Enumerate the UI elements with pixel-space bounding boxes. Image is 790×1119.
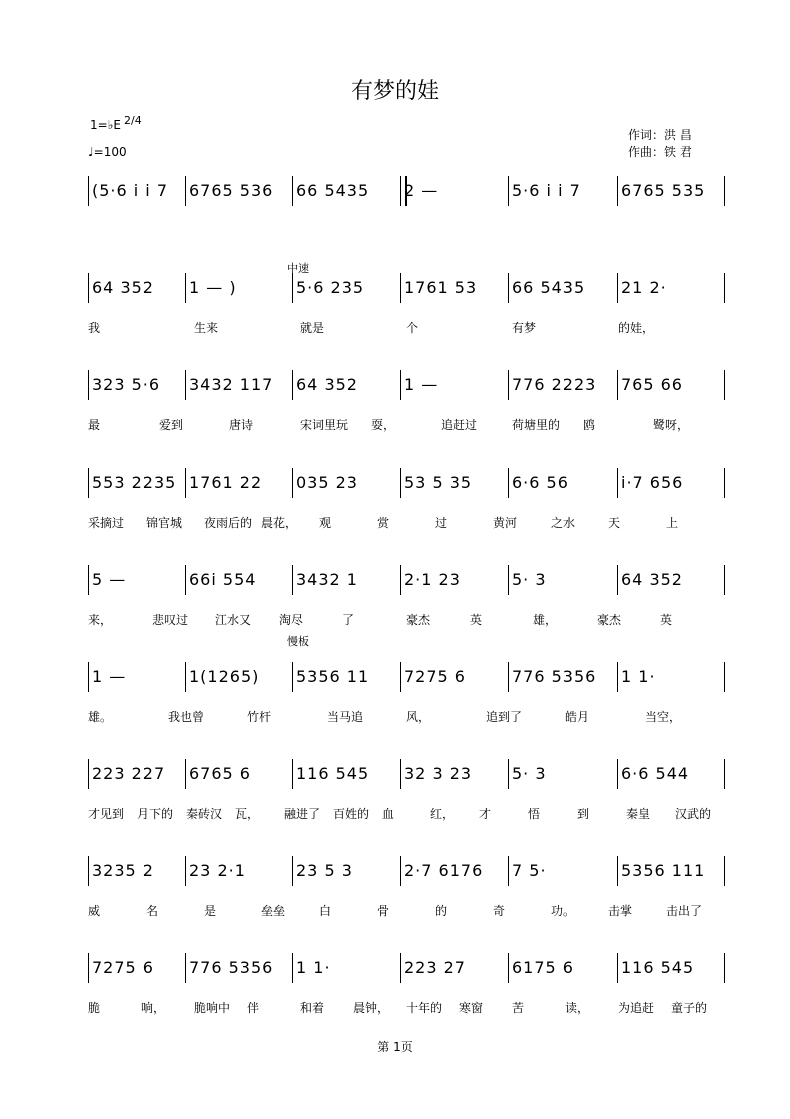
measure: 553 2235	[92, 473, 177, 492]
lyric: 当空，	[645, 710, 682, 724]
lyric: 功。	[551, 904, 576, 918]
lyric: 奇	[493, 904, 506, 918]
barline	[292, 468, 293, 498]
score-row	[0, 856, 790, 936]
lyric: 晨花，	[261, 516, 298, 530]
lyric: 瓦，	[235, 807, 260, 821]
barline	[185, 953, 186, 983]
lyric: 个	[406, 321, 419, 335]
measure: 64 352	[296, 375, 358, 394]
measure: 6765 536	[189, 181, 274, 200]
page-number: 第 1页	[377, 1040, 413, 1054]
lyric: 锦官城	[146, 516, 183, 530]
barline	[724, 953, 725, 983]
lyric: 江水又	[215, 613, 252, 627]
lyric: 耍，	[371, 418, 396, 432]
measure: 1 —	[404, 375, 439, 394]
lyric: 读，	[565, 1001, 590, 1015]
lyric: 赏	[377, 516, 390, 530]
score-row	[0, 273, 790, 353]
measure: 21 2·	[621, 278, 667, 297]
measure: 66i 554	[189, 570, 257, 589]
lyric: 苦	[512, 1001, 525, 1015]
measure: 776 5356	[189, 958, 274, 977]
score-row	[0, 370, 790, 450]
lyric: 悲叹过	[152, 613, 189, 627]
lyric: 为追赶	[618, 1001, 655, 1015]
measure: 5· 3	[512, 764, 547, 783]
lyric: 英	[470, 613, 483, 627]
lyric: 我也曾	[168, 710, 205, 724]
measure: 3432 117	[189, 375, 274, 394]
barline	[724, 565, 725, 595]
measure: 2·7 6176	[404, 861, 484, 880]
lyric: 雄。	[88, 710, 113, 724]
lyric: 血	[382, 807, 395, 821]
lyric: 黄河	[493, 516, 518, 530]
lyric: 是	[204, 904, 217, 918]
score-row	[0, 759, 790, 839]
lyric: 名	[146, 904, 159, 918]
lyric: 威	[88, 904, 101, 918]
barline	[724, 856, 725, 886]
lyric: 唐诗	[229, 418, 254, 432]
measure: 7275 6	[92, 958, 154, 977]
score-row	[0, 176, 790, 256]
barline	[400, 273, 401, 303]
lyric: 我	[88, 321, 101, 335]
lyricist: 作词：洪 昌	[628, 128, 692, 142]
lyric: 采摘过	[88, 516, 125, 530]
barline	[292, 273, 293, 303]
lyric: 夜雨后的	[204, 516, 253, 530]
barline	[617, 759, 618, 789]
barline	[508, 565, 509, 595]
barline	[508, 273, 509, 303]
lyric: 天	[608, 516, 621, 530]
measure: 5356 11	[296, 667, 370, 686]
barline	[292, 662, 293, 692]
measure: 765 66	[621, 375, 683, 394]
lyric: 融进了	[284, 807, 321, 821]
barline	[617, 565, 618, 595]
barline	[185, 856, 186, 886]
lyric: 之水	[551, 516, 576, 530]
measure: 2·1 23	[404, 570, 461, 589]
barline	[292, 759, 293, 789]
lyric: 的	[435, 904, 448, 918]
measure: 2 —	[404, 181, 439, 200]
barline	[508, 662, 509, 692]
barline	[400, 468, 401, 498]
barline	[88, 468, 89, 498]
lyric: 响，	[141, 1001, 166, 1015]
lyric: 追到了	[486, 710, 523, 724]
measure: 5 —	[92, 570, 127, 589]
measure: 32 3 23	[404, 764, 473, 783]
tempo-change-zhongsu: 中速	[287, 262, 309, 275]
barline	[88, 273, 89, 303]
score-row	[0, 468, 790, 548]
lyric: 骨	[377, 904, 390, 918]
barline	[88, 953, 89, 983]
measure: (5·6 i i 7	[92, 181, 169, 200]
lyric: 伴	[247, 1001, 260, 1015]
tempo-mark: ♩=100	[88, 145, 127, 159]
lyric: 皓月	[565, 710, 590, 724]
measure: 7275 6	[404, 667, 466, 686]
measure: 223 27	[404, 958, 466, 977]
lyric: 英	[660, 613, 673, 627]
barline	[508, 176, 509, 206]
time-signature: 2/4	[124, 114, 142, 127]
lyric: 秦皇	[626, 807, 651, 821]
lyric: 鸥	[583, 418, 596, 432]
measure: 1 1·	[296, 958, 331, 977]
lyric: 淘尽	[279, 613, 304, 627]
barline	[292, 565, 293, 595]
lyric: 豪杰	[597, 613, 622, 627]
barline	[400, 759, 401, 789]
measure: 5356 111	[621, 861, 706, 880]
lyric: 追赶过	[441, 418, 478, 432]
measure: 1761 53	[404, 278, 478, 297]
barline	[185, 468, 186, 498]
barline	[508, 468, 509, 498]
barline	[617, 273, 618, 303]
measure: 5·6 i i 7	[512, 181, 581, 200]
measure: 035 23	[296, 473, 358, 492]
barline	[88, 856, 89, 886]
barline	[292, 856, 293, 886]
barline	[185, 370, 186, 400]
lyric: 观	[319, 516, 332, 530]
measure: 116 545	[296, 764, 370, 783]
measure: 64 352	[92, 278, 154, 297]
measure: 6·6 544	[621, 764, 690, 783]
lyric: 鹭呀，	[653, 418, 690, 432]
barline	[724, 662, 725, 692]
lyric: 和着	[300, 1001, 325, 1015]
measure: 1 1·	[621, 667, 656, 686]
barline	[400, 856, 401, 886]
measure: 1 —	[92, 667, 127, 686]
measure: 23 5 3	[296, 861, 353, 880]
barline	[185, 273, 186, 303]
barline	[185, 565, 186, 595]
barline	[724, 759, 725, 789]
measure: 64 352	[621, 570, 683, 589]
score-row	[0, 662, 790, 742]
barline	[88, 176, 89, 206]
lyric: 月下的	[137, 807, 174, 821]
tempo-change-manban: 慢板	[287, 635, 309, 648]
barline	[617, 176, 618, 206]
lyric: 击出了	[666, 904, 703, 918]
barline	[185, 662, 186, 692]
measure: 3432 1	[296, 570, 358, 589]
lyric: 就是	[300, 321, 325, 335]
lyric: 过	[435, 516, 448, 530]
score-row	[0, 565, 790, 645]
measure: 7 5·	[512, 861, 547, 880]
lyric: 荷塘里的	[512, 418, 561, 432]
lyric: 垒垒	[261, 904, 286, 918]
song-title: 有梦的娃	[350, 79, 439, 104]
barline	[292, 953, 293, 983]
barline	[508, 856, 509, 886]
lyric: 豪杰	[406, 613, 431, 627]
measure: 53 5 35	[404, 473, 473, 492]
measure: i·7 656	[621, 473, 684, 492]
key-signature: 1=♭E	[90, 118, 121, 132]
barline	[617, 953, 618, 983]
lyric: 上	[666, 516, 679, 530]
measure: 66 5435	[296, 181, 370, 200]
lyric: 击掌	[608, 904, 633, 918]
composer: 作曲：铁 君	[628, 145, 692, 159]
lyric: 才见到	[88, 807, 125, 821]
barline	[88, 370, 89, 400]
barline	[185, 759, 186, 789]
barline	[88, 759, 89, 789]
credits	[628, 127, 692, 161]
measure: 776 2223	[512, 375, 597, 394]
barline	[88, 662, 89, 692]
barline	[724, 370, 725, 400]
lyric: 红，	[430, 807, 455, 821]
barline	[724, 468, 725, 498]
lyric: 汉武的	[675, 807, 712, 821]
measure: 323 5·6	[92, 375, 161, 394]
lyric: 晨钟，	[353, 1001, 390, 1015]
measure: 6·6 56	[512, 473, 569, 492]
barline	[724, 176, 725, 206]
lyric: 脆响中	[194, 1001, 231, 1015]
lyric: 童子的	[671, 1001, 708, 1015]
measure: 1(1265)	[189, 667, 260, 686]
lyric: 爱到	[159, 418, 184, 432]
barline	[400, 565, 401, 595]
barline	[292, 370, 293, 400]
lyric: 脆	[88, 1001, 101, 1015]
barline	[617, 662, 618, 692]
lyric: 到	[577, 807, 590, 821]
lyric: 宋词里玩	[300, 418, 349, 432]
lyric: 白	[319, 904, 332, 918]
measure: 23 2·1	[189, 861, 246, 880]
barline	[508, 370, 509, 400]
measure: 776 5356	[512, 667, 597, 686]
lyric: 有梦	[512, 321, 537, 335]
measure: 6175 6	[512, 958, 574, 977]
lyric: 百姓的	[333, 807, 370, 821]
measure: 1 — )	[189, 278, 237, 297]
lyric: 当马追	[327, 710, 364, 724]
barline	[88, 565, 89, 595]
barline	[400, 662, 401, 692]
barline	[508, 759, 509, 789]
measure: 66 5435	[512, 278, 586, 297]
measure: 5· 3	[512, 570, 547, 589]
lyric: 的娃，	[618, 321, 655, 335]
measure: 116 545	[621, 958, 695, 977]
lyric: 悟	[528, 807, 541, 821]
barline	[617, 468, 618, 498]
lyric: 秦砖汉	[186, 807, 223, 821]
lyric: 竹杆	[247, 710, 272, 724]
measure: 3235 2	[92, 861, 154, 880]
measure: 6765 6	[189, 764, 251, 783]
barline	[185, 176, 186, 206]
lyric: 十年的	[406, 1001, 443, 1015]
lyric: 了	[342, 613, 355, 627]
lyric: 寒窗	[459, 1001, 484, 1015]
measure: 6765 535	[621, 181, 706, 200]
measure: 1761 22	[189, 473, 263, 492]
measure: 5·6 235	[296, 278, 365, 297]
barline	[400, 953, 401, 983]
lyric: 最	[88, 418, 101, 432]
barline	[292, 176, 293, 206]
score-row	[0, 953, 790, 1033]
barline	[508, 953, 509, 983]
barline	[724, 273, 725, 303]
barline	[617, 856, 618, 886]
lyric: 雄，	[533, 613, 558, 627]
lyric: 来，	[88, 613, 113, 627]
lyric: 风，	[406, 710, 431, 724]
barline	[617, 370, 618, 400]
lyric: 生来	[194, 321, 219, 335]
lyric: 才	[479, 807, 492, 821]
measure: 223 227	[92, 764, 166, 783]
barline	[400, 370, 401, 400]
